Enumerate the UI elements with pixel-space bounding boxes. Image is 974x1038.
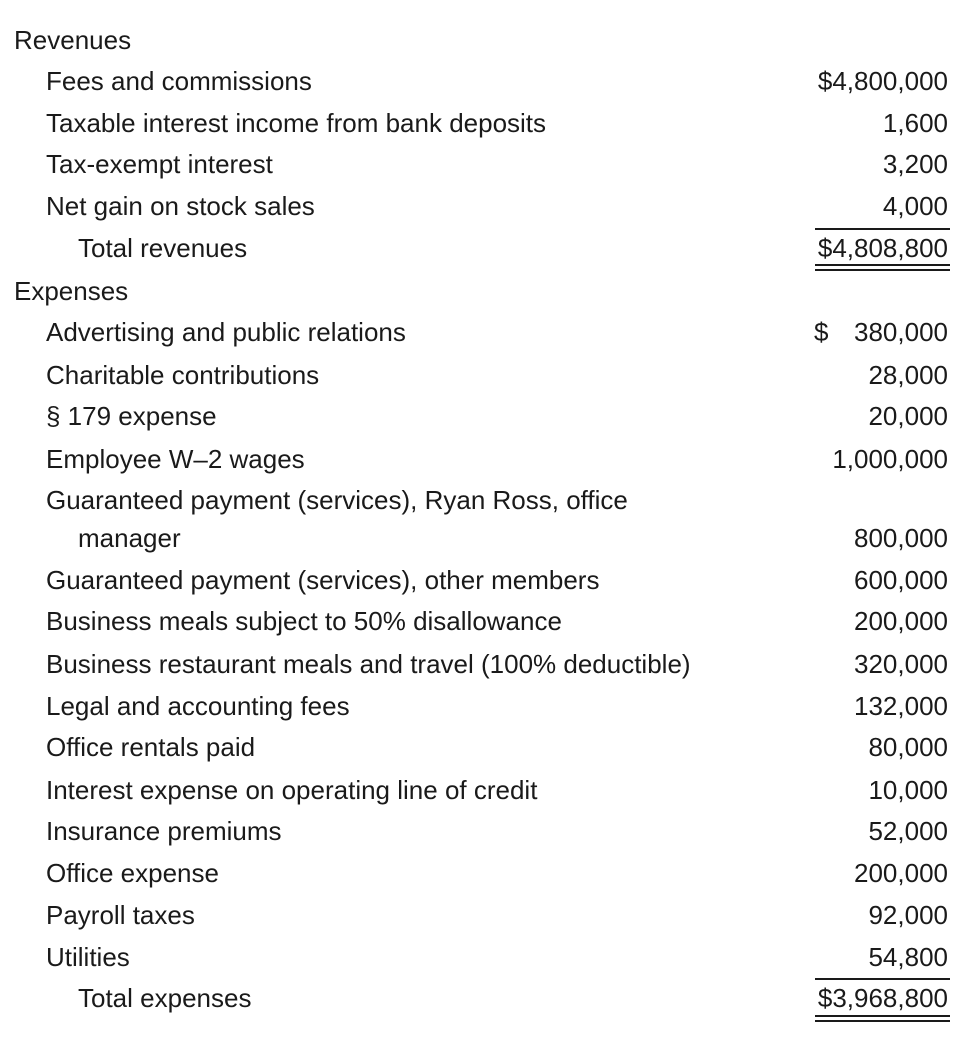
- total-revenues-row: [0, 228, 974, 269]
- total-revenues-label: Total revenues: [78, 233, 248, 263]
- line-item-row: [0, 480, 974, 521]
- line-item-label: Office rentals paid: [46, 732, 256, 762]
- line-item-amount: 1,600: [882, 108, 948, 138]
- line-item-row: [0, 186, 974, 227]
- line-item-amount: 54,800: [868, 942, 948, 972]
- line-item-amount: 28,000: [868, 360, 948, 390]
- revenues-heading-row: [0, 20, 974, 61]
- line-item-row: [0, 61, 974, 102]
- line-item-row: [0, 396, 974, 437]
- line-item-row: [0, 355, 974, 396]
- line-item-amount: 132,000: [854, 691, 948, 721]
- line-item-label: Interest expense on operating line of credit: [46, 775, 538, 805]
- line-item-row: [0, 686, 974, 727]
- line-item-label: Business meals subject to 50% disallowance: [46, 606, 562, 636]
- line-item-amount: 200,000: [854, 606, 948, 636]
- line-item-label: Fees and commissions: [46, 66, 312, 96]
- line-item-row: [0, 770, 974, 811]
- line-item-amount: 320,000: [854, 649, 948, 679]
- line-item-amount: 600,000: [854, 565, 948, 595]
- total-expenses-amount: $3,968,800: [817, 983, 948, 1013]
- total-expenses-row: [0, 978, 974, 1019]
- expenses-heading: Expenses: [14, 276, 129, 306]
- total-double-rule: [815, 264, 950, 271]
- line-item-label: Employee W–2 wages: [46, 444, 305, 474]
- line-item-label: Charitable contributions: [46, 360, 320, 390]
- line-item-label: § 179 expense: [46, 401, 217, 431]
- line-item-amount: $4,800,000: [817, 66, 948, 96]
- line-item-row-continued: [0, 518, 974, 559]
- line-item-amount: 200,000: [854, 858, 948, 888]
- revenues-heading: Revenues: [14, 25, 132, 55]
- line-item-amount: 800,000: [854, 523, 948, 553]
- total-revenues-amount: $4,808,800: [817, 233, 948, 263]
- expenses-heading-row: [0, 271, 974, 312]
- line-item-label: Utilities: [46, 942, 130, 972]
- line-item-amount: 20,000: [868, 401, 948, 431]
- line-item-row: [0, 601, 974, 642]
- line-item-row: [0, 312, 974, 353]
- line-item-label-continued: manager: [78, 523, 181, 553]
- line-item-row: [0, 811, 974, 852]
- line-item-amount: 10,000: [868, 775, 948, 805]
- line-item-label: Guaranteed payment (services), other members: [46, 565, 600, 595]
- line-item-label: Legal and accounting fees: [46, 691, 350, 721]
- line-item-label: Guaranteed payment (services), Ryan Ross, office: [46, 485, 628, 515]
- line-item-amount: 92,000: [868, 900, 948, 930]
- line-item-label: Net gain on stock sales: [46, 191, 315, 221]
- line-item-label: Business restaurant meals and travel (100% deductible): [46, 649, 691, 679]
- line-item-amount: 80,000: [868, 732, 948, 762]
- line-item-amount: 4,000: [882, 191, 948, 221]
- line-item-row: [0, 937, 974, 978]
- line-item-label: Advertising and public relations: [46, 317, 406, 347]
- total-expenses-label: Total expenses: [78, 983, 252, 1013]
- line-item-row: [0, 103, 974, 144]
- line-item-row: [0, 853, 974, 894]
- line-item-amount: 380,000: [854, 317, 948, 347]
- line-item-label: Taxable interest income from bank deposits: [46, 108, 547, 138]
- line-item-amount: 3,200: [882, 149, 948, 179]
- line-item-row: [0, 727, 974, 768]
- line-item-label: Tax-exempt interest: [46, 149, 273, 179]
- line-item-label: Office expense: [46, 858, 219, 888]
- line-item-label: Insurance premiums: [46, 816, 282, 846]
- line-item-row: [0, 144, 974, 185]
- line-item-row: [0, 895, 974, 936]
- line-item-amount: 1,000,000: [832, 444, 948, 474]
- line-item-row: [0, 560, 974, 601]
- line-item-row: [0, 439, 974, 480]
- dollar-sign: $: [814, 317, 829, 347]
- line-item-label: Payroll taxes: [46, 900, 195, 930]
- line-item-row: [0, 644, 974, 685]
- line-item-amount: 52,000: [868, 816, 948, 846]
- total-double-rule: [815, 1015, 950, 1022]
